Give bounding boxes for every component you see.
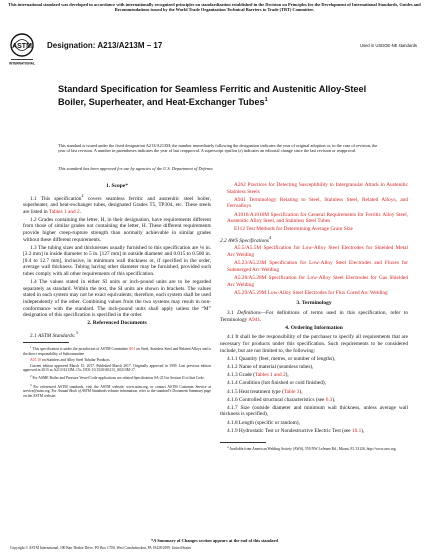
document-title xyxy=(58,84,378,108)
title-footnote-mark: 1 xyxy=(264,97,268,103)
aws-ref-link[interactable]: A5.28/A5.28M Specification for Low-Alloy Steel Electrodes for Gas Shielded Arc Welding xyxy=(227,275,408,288)
ordering-item: 4.1.6 Controlled structural characteristics (see 6.3), xyxy=(227,396,336,403)
para-1-1: 1.1 This specification$^2$ covers seamless ferritic and austenitic steel boiler, superheater, and heat-exchanger tubes, designated Grades T5, TP304, etc. These steels are listed in Tables 1 and 2. xyxy=(23,192,212,215)
ordering-item: 4.1.9 Hydrostatic Test or Nondestructive Electric Test (see 10.1), xyxy=(227,427,365,434)
footnote-4: $^4$ Available from American Welding Society (AWS), 550 NW LeJeune Rd., Miami, FL 33126, http://www.aws.org. xyxy=(227,445,397,452)
copyright-line: Copyright © ASTM International, 100 Barr Harbor Drive, PO Box C700, West Conshohocken, PA 19428-2959. United States xyxy=(10,546,192,550)
svg-text:ASTM: ASTM xyxy=(12,43,32,50)
title-text: Standard Specification for Seamless Ferritic and Austenitic Alloy-Steel Boiler, Superheater, and Heat-Exchanger Tubes xyxy=(58,84,367,108)
scope-heading: 1. Scope* xyxy=(106,183,128,189)
right-column xyxy=(220,182,408,454)
astm-ref-item xyxy=(220,182,408,195)
left-column xyxy=(23,182,211,400)
footnote-5: $^3$ For referenced ASTM standards, visit the ASTM website, www.astm.org, or contact ASTM Customer Service at service@astm.org. For Annual Book of ASTM Standards volume information, refer to the standard’s Document Summary page on the ASTM website. xyxy=(23,382,211,398)
para-1-4: 1.4 The values stated in either SI units or inch-pound units are to be regarded separately as standard. Within the text, the SI units are shown in brackets. The values stated in each system may not be exact equivalents; therefore, each system shall be used independently of the other. Combining values from the two systems may result in non-conformance with the standard. The inch-pound units shall apply unless the “M” designation of this specification is specified in the order. xyxy=(23,279,211,319)
designation: Designation: A213/A213M – 17 xyxy=(47,41,163,50)
aws-ref-item xyxy=(220,275,408,288)
tables-1-2-link[interactable]: Tables 1 and 2 xyxy=(48,208,80,215)
ordering-item-link[interactable]: Table 3 xyxy=(283,388,300,395)
ordering-item: 4.1.3 Grade (Tables 1 and 2), xyxy=(227,372,289,379)
aws-ref-link[interactable]: A5.5/A5.5M Specification for Low-Alloy Steel Electrodes for Shielded Metal Arc Welding xyxy=(227,245,408,259)
ordering-items xyxy=(220,356,408,435)
a941-link[interactable]: A941 xyxy=(248,316,261,323)
para-4-1: 4.1 It shall be the responsibility of the purchaser to specify all requirements that are necessary for products under this specification. Such requirements to be considered include, but are not limited to, the following: xyxy=(220,334,408,354)
astm-logo xyxy=(9,33,35,69)
summary-of-changes-note: *A Summary of Changes section appears at the end of this standard xyxy=(151,538,278,543)
astm-ref-item xyxy=(220,197,408,210)
aws-ref-item xyxy=(220,290,408,297)
astm-ref-link[interactable]: A941 Terminology Relating to Steel, Stainless Steel, Related Alloys, and Ferroalloys xyxy=(227,196,408,210)
ordering-item: 4.1.8 Length (specific or random), xyxy=(227,419,300,426)
ordering-item: 4.1.1 Quantity (feet, metres, or number of lengths), xyxy=(227,355,336,362)
wto-notice: This international standard was developed in accordance with internationally recognized principles on standardization established in the Decision on Principles for the Development of International Standards, Guides and Recommendations issued by the World Trade Organization Technical Barriers to Trade (TBT) Committee. xyxy=(8,2,421,13)
aws-ref-link[interactable]: A5.29/A5.29M Low-Alloy Steel Electrodes for Flux Cored Arc Welding xyxy=(234,289,388,296)
para-3-1: 3.1 Definitions—For definitions of terms used in this specification, refer to Terminology A941. xyxy=(220,310,408,323)
ordering-item: 4.1.7 Size (outside diameter and minimum wall thickness, unless average wall thickness is specified), xyxy=(220,404,408,418)
edition-note: This standard is issued under the fixed designation A213/A213M; the number immediately following the designation indicates the year of original adoption or, in the case of revision, the year of last revision. A number in parentheses indicates the year of last reapproval. A superscript epsilon (ε) indicates an editorial change since the last revision or reapproval. xyxy=(58,143,378,154)
para-2-1: 2.1 ASTM Standards:$^3$ xyxy=(30,330,78,339)
footnote-link[interactable]: A01 xyxy=(128,347,136,352)
ordering-item-link[interactable]: 10.1 xyxy=(351,427,362,434)
astm-reference-list xyxy=(220,182,408,233)
footnote-1: $^1$ This specification is under the jurisdiction of ASTM Committee A01 on Steel, Stainless Steel and Related Alloys and is the direct responsibility of Subcommittee xyxy=(23,345,212,357)
ordering-item-link[interactable]: Tables 1 and 2 xyxy=(254,372,286,379)
referenced-documents-heading: 2. Referenced Documents xyxy=(87,320,147,327)
para-1-2: 1.2 Grades containing the letter, H, in their designation, have requirements different from those of similar grades not containing the letter, H. These different requirements provide higher creep-rupture strength than normally achievable in similar grades without these different requirements. xyxy=(23,216,211,243)
ordering-item: 4.1.4 Condition (hot finished or cold finished), xyxy=(227,380,327,387)
aws-reference-list xyxy=(220,245,408,296)
astm-ref-link[interactable]: A262 Practices for Detecting Susceptibility to Intergranular Attack in Austenitic Stainless Steels xyxy=(227,182,408,195)
ordering-item-link[interactable]: 6.3 xyxy=(325,396,333,403)
footnote-4: $^2$ For ASME Boiler and Pressure Vessel Code applications see related Specification SA-213 in Section II of that Code. xyxy=(30,374,205,381)
astm-ref-link[interactable]: E112 Test Methods for Determining Average Grain Size xyxy=(234,226,353,233)
svg-text:INTERNATIONAL: INTERNATIONAL xyxy=(9,61,35,66)
astm-ref-link[interactable]: A1016/A1016M Specification for General Requirements for Ferritic Alloy Steel, Austenitic Alloy Steel, and Stainless Steel Tubes xyxy=(227,211,408,225)
ordering-item: 4.1.2 Name of material (seamless tubes), xyxy=(227,363,314,370)
footnote-link[interactable]: A01.10 xyxy=(30,358,41,363)
aws-ref-link[interactable]: A5.23/A5.23M Specification for Low-Alloy Steel Electrodes and Fluxes for Submerged Arc Welding xyxy=(227,260,408,273)
footnote-3: Current edition approved March 15, 2017. Published March 2017. Originally approved in 1939. Last previous edition approved in 2015 as A213/A213M–15c. DOI: 10.1520/A0213_A0213M-17. xyxy=(23,364,211,373)
used-in-note: Used in USDOE-NE standards xyxy=(359,43,417,48)
aws-heading: 2.2 AWS Specifications$^4$ xyxy=(220,234,272,244)
astm-ref-item xyxy=(220,212,408,225)
ordering-heading: 4. Ordering Information xyxy=(285,324,343,331)
terminology-heading: 3. Terminology xyxy=(296,300,332,307)
footnote-divider xyxy=(23,342,69,343)
ordering-item: 4.1.5 Heat treatment type (Table 3), xyxy=(227,388,303,395)
aws-ref-item xyxy=(220,260,408,273)
aws-ref-item xyxy=(220,245,408,258)
footnote-divider-right xyxy=(220,442,266,443)
footnote-2: A01.10 on Stainless and Alloy Steel Tubular Products. xyxy=(30,358,111,363)
dod-approval-note: This standard has been approved for use by agencies of the U.S. Department of Defense. xyxy=(58,166,214,171)
para-1-3: 1.3 The tubing sizes and thicknesses usually furnished to this specification are ⅛ in. [3.2 mm] in inside diameter to 5 in. [127 mm] in outside diameter and 0.015 to 0.500 in. [0.4 to 12.7 mm], inclusive, in minimum wall thickness or, if specified in the order, average wall thickness. Tubing having other diameter may be furnished, provided such tubes comply with all other requirements of this specification. xyxy=(23,244,211,278)
footnotes xyxy=(23,345,211,398)
astm-ref-item xyxy=(220,226,408,233)
